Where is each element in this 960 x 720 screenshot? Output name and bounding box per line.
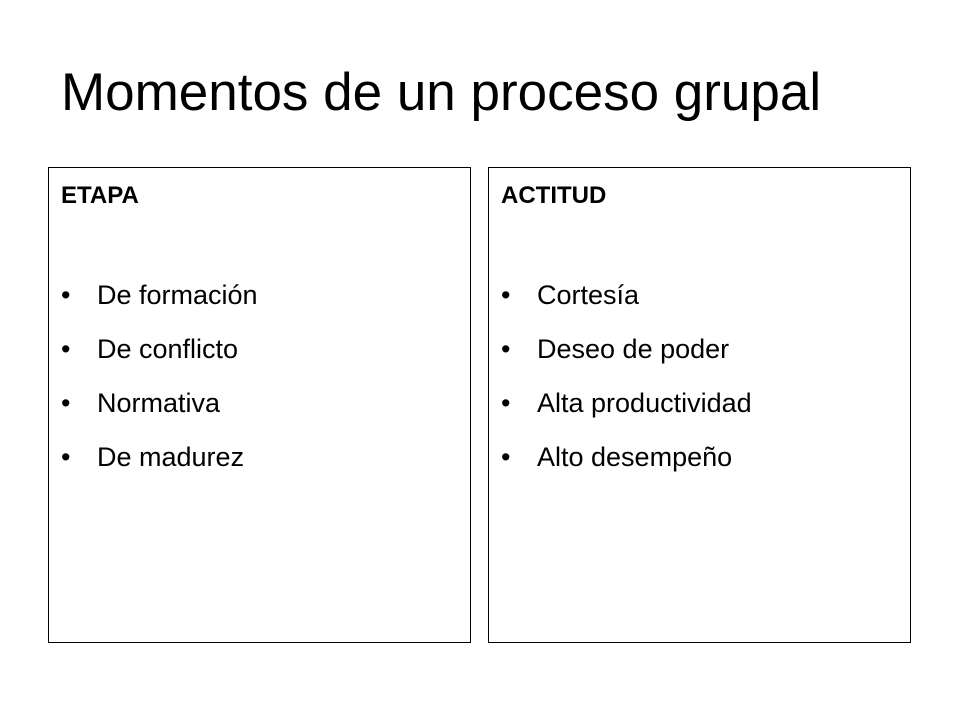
etapa-item-label: Normativa xyxy=(97,388,221,418)
etapa-panel xyxy=(48,167,471,643)
actitud-item-label: Alto desempeño xyxy=(537,442,733,472)
slide-title: Momentos de un proceso grupal xyxy=(61,63,822,122)
actitud-item-label: Alta productividad xyxy=(537,388,752,418)
bullet-icon: • xyxy=(61,334,71,364)
bullet-icon: • xyxy=(61,388,71,418)
actitud-item-label: Cortesía xyxy=(537,280,640,310)
bullet-icon: • xyxy=(501,280,511,310)
actitud-heading: ACTITUD xyxy=(501,182,607,209)
bullet-icon: • xyxy=(61,442,71,472)
etapa-item-label: De formación xyxy=(97,280,258,310)
actitud-item-label: Deseo de poder xyxy=(537,334,730,364)
actitud-panel xyxy=(488,167,911,643)
etapa-item-label: De madurez xyxy=(97,442,245,472)
etapa-heading: ETAPA xyxy=(61,182,139,209)
etapa-item-label: De conflicto xyxy=(97,334,239,364)
bullet-icon: • xyxy=(501,388,511,418)
bullet-icon: • xyxy=(501,442,511,472)
bullet-icon: • xyxy=(501,334,511,364)
bullet-icon: • xyxy=(61,280,71,310)
